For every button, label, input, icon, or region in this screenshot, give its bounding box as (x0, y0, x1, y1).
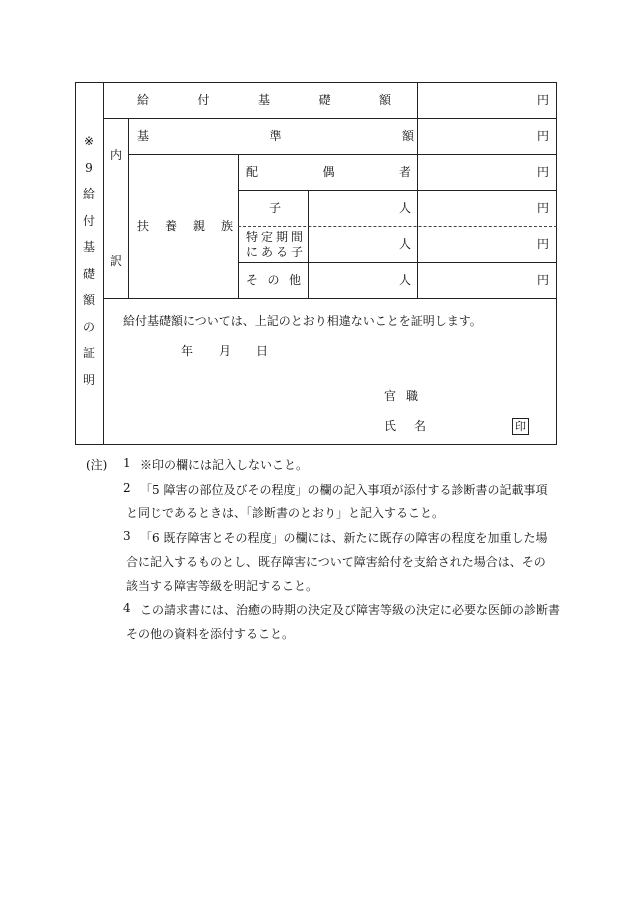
form-border-right (556, 82, 557, 445)
date-year: 年 (181, 344, 194, 358)
label-char: 族 (220, 219, 233, 233)
note-number: 4 (123, 601, 131, 615)
note-number: 3 (123, 529, 131, 543)
row-line-3 (238, 190, 557, 191)
row-line-1 (103, 118, 557, 119)
note-number: 1 (123, 456, 131, 470)
other-count-unit: 人 (399, 273, 412, 287)
name-label: 氏名 (384, 419, 445, 433)
label-char: 養 (164, 219, 177, 233)
row-line-2 (128, 154, 557, 155)
label-char: 配 (246, 165, 259, 179)
base-label (137, 129, 414, 143)
breakdown-label-top: 内 (110, 148, 123, 162)
side-title-char: 額 (82, 293, 95, 307)
benefit-base-certification-form (75, 82, 557, 445)
seal-mark: 印 (512, 418, 529, 435)
side-title (82, 128, 96, 393)
side-title-char: 礎 (82, 266, 95, 281)
spouse-unit: 円 (537, 165, 550, 179)
base-total-unit: 円 (537, 93, 550, 107)
spouse-label (246, 165, 411, 179)
label-char: 扶 (137, 219, 150, 233)
side-title-char: 付 (82, 213, 95, 228)
side-title-char: 給 (82, 187, 95, 201)
side-title-char: 9 (85, 160, 93, 175)
special-child-count-unit: 人 (399, 237, 412, 251)
side-title-char: 証 (82, 346, 95, 360)
label-char: 者 (398, 165, 411, 179)
row-line-dashed (238, 226, 557, 227)
child-count-unit: 人 (399, 201, 412, 215)
label-char: 他 (288, 273, 301, 287)
side-title-char: 明 (82, 372, 95, 387)
note-line: 該当する障害等級を明記すること。 (126, 579, 319, 593)
note-line: 「6 既存障害とその程度」の欄には、新たに既存の障害の程度を加重した場 (140, 531, 548, 545)
date-day: 日 (256, 344, 269, 358)
special-child-label-line2: にある子 (246, 245, 307, 259)
form-border-top (75, 82, 557, 83)
note-line: その他の資料を添付すること。 (126, 627, 295, 641)
side-title-char: 基 (82, 240, 95, 254)
side-title-char: ※ (83, 134, 95, 148)
date-month: 月 (219, 344, 232, 358)
label-char: の (267, 273, 280, 287)
form-border-bottom (75, 444, 557, 445)
dependents-group-label (137, 219, 233, 233)
form-border-left (75, 82, 76, 445)
special-child-label-line1: 特定期間 (246, 230, 307, 244)
note-line: 合に記入するものとし、既存障害について障害給付を支給された場合は、その (126, 555, 546, 569)
note-number: 2 (123, 481, 131, 495)
label-char: 額 (401, 129, 414, 143)
note-line: 「5 障害の部位及びその程度」の欄の記入事項が添付する診断書の記載事項 (140, 483, 548, 497)
count-column-divider (308, 190, 309, 298)
label-char: 基 (257, 93, 270, 107)
side-title-char: の (82, 319, 95, 334)
row-line-4 (238, 262, 557, 263)
label-char: 額 (378, 93, 391, 107)
special-child-unit: 円 (537, 237, 550, 251)
official-title-label: 官職 (384, 389, 429, 403)
label-char: 付 (197, 93, 210, 107)
certification-statement: 給付基礎額については、上記のとおり相違ないことを証明します。 (123, 314, 482, 328)
side-title-divider (103, 82, 104, 445)
label-char: そ (246, 273, 259, 287)
breakdown-label-bottom: 訳 (110, 254, 123, 268)
label-char: 基 (137, 129, 150, 143)
breakdown-divider (128, 118, 129, 298)
other-label (246, 273, 301, 287)
label-char: 親 (192, 219, 205, 233)
row-line-5 (103, 298, 557, 299)
note-line: ※印の欄には記入しないこと。 (140, 458, 309, 472)
note-line: この請求書には、治癒の時期の決定及び障害等級の決定に必要な医師の診断書 (140, 603, 561, 617)
base-unit: 円 (537, 129, 550, 143)
note-line: と同じであるときは、「診断書のとおり」と記入すること。 (126, 506, 445, 520)
child-unit: 円 (537, 201, 550, 215)
label-char: 礎 (318, 93, 331, 107)
label-char: 偶 (322, 165, 335, 179)
notes-title: (注) (86, 458, 108, 472)
child-label: 子 (269, 201, 282, 215)
other-unit: 円 (537, 273, 550, 287)
label-char: 準 (269, 129, 282, 143)
label-char: 給 (137, 93, 150, 107)
base-total-label (137, 93, 391, 107)
